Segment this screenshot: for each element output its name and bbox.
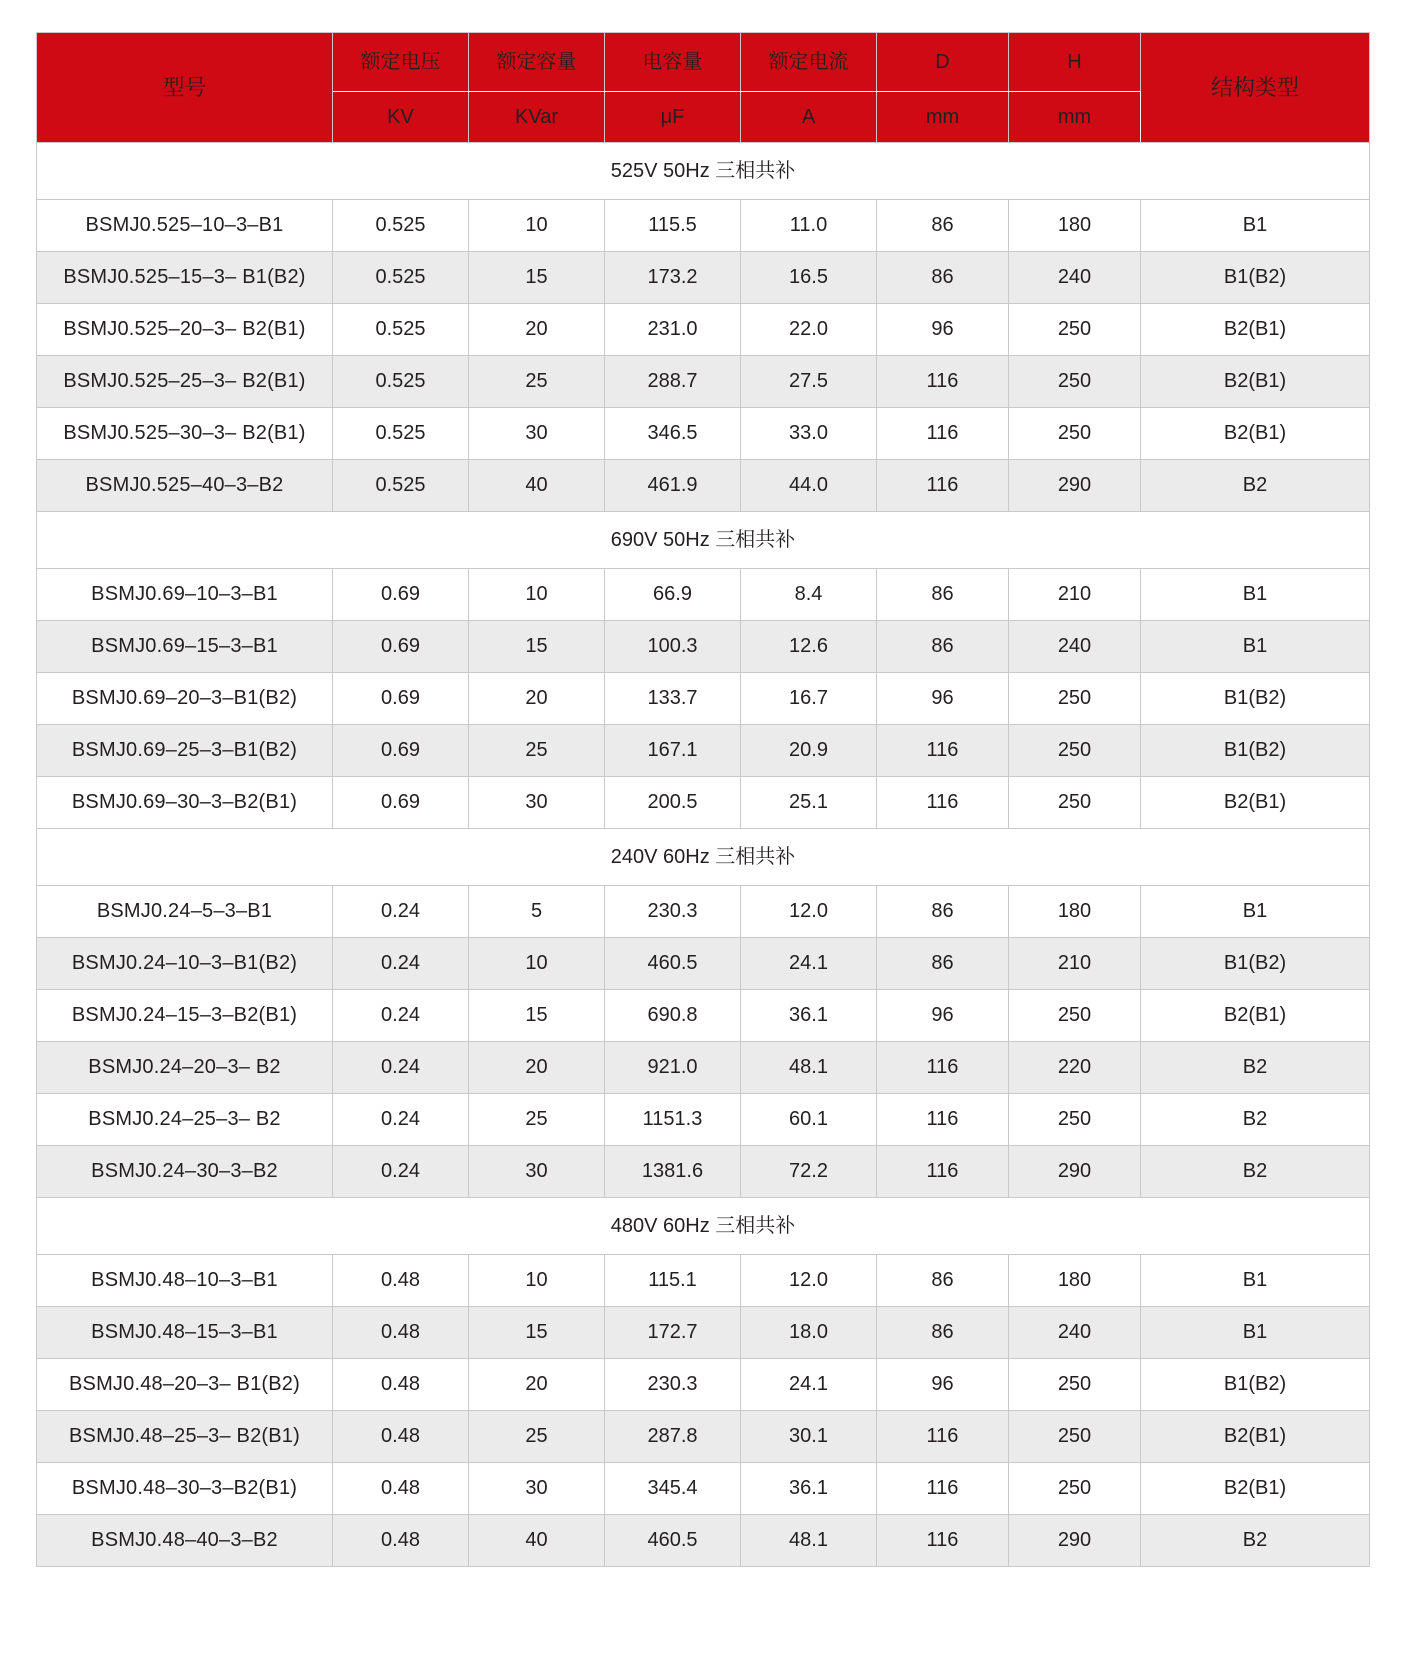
header-unit-uf: μF [605, 92, 741, 143]
cell-d: 86 [877, 1307, 1009, 1359]
cell-kv: 0.24 [333, 1146, 469, 1198]
cell-model: BSMJ0.48–25–3– B2(B1) [37, 1411, 333, 1463]
cell-model: BSMJ0.69–20–3–B1(B2) [37, 673, 333, 725]
cell-structure: B2 [1141, 1515, 1370, 1567]
cell-structure: B1(B2) [1141, 1359, 1370, 1411]
cell-a: 20.9 [741, 725, 877, 777]
cell-model: BSMJ0.48–15–3–B1 [37, 1307, 333, 1359]
cell-a: 60.1 [741, 1094, 877, 1146]
cell-kv: 0.525 [333, 252, 469, 304]
cell-d: 86 [877, 252, 1009, 304]
table-row [37, 1307, 1370, 1359]
cell-kvar: 10 [469, 1255, 605, 1307]
cell-uf: 690.8 [605, 990, 741, 1042]
cell-uf: 1381.6 [605, 1146, 741, 1198]
cell-kvar: 10 [469, 569, 605, 621]
cell-h: 180 [1009, 886, 1141, 938]
cell-kv: 0.525 [333, 460, 469, 512]
header-unit-a: A [741, 92, 877, 143]
cell-kvar: 20 [469, 1042, 605, 1094]
cell-kvar: 25 [469, 725, 605, 777]
cell-d: 86 [877, 1255, 1009, 1307]
header-model: 型号 [37, 33, 333, 143]
cell-h: 250 [1009, 990, 1141, 1042]
table-row [37, 569, 1370, 621]
cell-kvar: 30 [469, 777, 605, 829]
cell-a: 8.4 [741, 569, 877, 621]
header-row-titles [37, 33, 1370, 92]
cell-structure: B2 [1141, 460, 1370, 512]
cell-uf: 230.3 [605, 1359, 741, 1411]
table-row [37, 1463, 1370, 1515]
cell-kv: 0.48 [333, 1463, 469, 1515]
cell-model: BSMJ0.69–30–3–B2(B1) [37, 777, 333, 829]
cell-d: 86 [877, 569, 1009, 621]
cell-model: BSMJ0.525–25–3– B2(B1) [37, 356, 333, 408]
cell-uf: 231.0 [605, 304, 741, 356]
group-title: 480V 60Hz 三相共补 [37, 1198, 1370, 1255]
cell-model: BSMJ0.24–20–3– B2 [37, 1042, 333, 1094]
cell-h: 250 [1009, 1463, 1141, 1515]
cell-a: 72.2 [741, 1146, 877, 1198]
cell-d: 116 [877, 1146, 1009, 1198]
header-capacitance: 电容量 [605, 33, 741, 92]
cell-model: BSMJ0.525–10–3–B1 [37, 200, 333, 252]
cell-kvar: 25 [469, 356, 605, 408]
cell-kv: 0.48 [333, 1411, 469, 1463]
cell-kv: 0.69 [333, 621, 469, 673]
table-row [37, 990, 1370, 1042]
cell-structure: B2(B1) [1141, 304, 1370, 356]
header-height: H [1009, 33, 1141, 92]
cell-h: 210 [1009, 938, 1141, 990]
header-rated-capacity: 额定容量 [469, 33, 605, 92]
cell-a: 12.6 [741, 621, 877, 673]
cell-uf: 921.0 [605, 1042, 741, 1094]
cell-structure: B1(B2) [1141, 725, 1370, 777]
cell-uf: 173.2 [605, 252, 741, 304]
cell-a: 27.5 [741, 356, 877, 408]
header-rated-voltage: 额定电压 [333, 33, 469, 92]
cell-h: 240 [1009, 621, 1141, 673]
cell-uf: 167.1 [605, 725, 741, 777]
table-row [37, 460, 1370, 512]
cell-structure: B2 [1141, 1146, 1370, 1198]
cell-d: 116 [877, 1411, 1009, 1463]
cell-model: BSMJ0.24–15–3–B2(B1) [37, 990, 333, 1042]
cell-kvar: 20 [469, 1359, 605, 1411]
cell-a: 16.7 [741, 673, 877, 725]
cell-h: 220 [1009, 1042, 1141, 1094]
cell-uf: 115.5 [605, 200, 741, 252]
cell-uf: 460.5 [605, 938, 741, 990]
cell-uf: 288.7 [605, 356, 741, 408]
group-header-row [37, 1198, 1370, 1255]
cell-structure: B1 [1141, 569, 1370, 621]
cell-d: 96 [877, 673, 1009, 725]
group-title: 690V 50Hz 三相共补 [37, 512, 1370, 569]
cell-kv: 0.48 [333, 1255, 469, 1307]
cell-h: 250 [1009, 1094, 1141, 1146]
cell-kvar: 15 [469, 252, 605, 304]
cell-kvar: 20 [469, 304, 605, 356]
table-row [37, 886, 1370, 938]
cell-d: 116 [877, 725, 1009, 777]
table-row [37, 1255, 1370, 1307]
cell-structure: B2 [1141, 1094, 1370, 1146]
cell-d: 86 [877, 886, 1009, 938]
cell-a: 48.1 [741, 1042, 877, 1094]
cell-kvar: 15 [469, 990, 605, 1042]
cell-uf: 461.9 [605, 460, 741, 512]
cell-d: 86 [877, 200, 1009, 252]
cell-kv: 0.69 [333, 725, 469, 777]
cell-d: 116 [877, 1463, 1009, 1515]
cell-uf: 100.3 [605, 621, 741, 673]
cell-model: BSMJ0.24–30–3–B2 [37, 1146, 333, 1198]
cell-a: 22.0 [741, 304, 877, 356]
table-row [37, 1146, 1370, 1198]
cell-uf: 133.7 [605, 673, 741, 725]
cell-h: 250 [1009, 1359, 1141, 1411]
cell-a: 12.0 [741, 1255, 877, 1307]
cell-a: 12.0 [741, 886, 877, 938]
cell-model: BSMJ0.525–40–3–B2 [37, 460, 333, 512]
cell-kv: 0.24 [333, 1094, 469, 1146]
cell-kv: 0.525 [333, 304, 469, 356]
cell-d: 116 [877, 408, 1009, 460]
cell-uf: 172.7 [605, 1307, 741, 1359]
cell-uf: 1151.3 [605, 1094, 741, 1146]
cell-h: 250 [1009, 777, 1141, 829]
cell-structure: B1 [1141, 200, 1370, 252]
cell-model: BSMJ0.69–25–3–B1(B2) [37, 725, 333, 777]
cell-kv: 0.69 [333, 569, 469, 621]
cell-kvar: 10 [469, 938, 605, 990]
cell-h: 240 [1009, 1307, 1141, 1359]
cell-h: 250 [1009, 408, 1141, 460]
cell-structure: B2(B1) [1141, 356, 1370, 408]
cell-d: 116 [877, 356, 1009, 408]
cell-structure: B1(B2) [1141, 673, 1370, 725]
cell-h: 210 [1009, 569, 1141, 621]
cell-h: 290 [1009, 1515, 1141, 1567]
cell-h: 250 [1009, 673, 1141, 725]
cell-kvar: 15 [469, 621, 605, 673]
group-header-row [37, 829, 1370, 886]
cell-d: 116 [877, 1515, 1009, 1567]
cell-d: 96 [877, 304, 1009, 356]
table-row [37, 200, 1370, 252]
cell-kvar: 15 [469, 1307, 605, 1359]
cell-h: 250 [1009, 725, 1141, 777]
cell-a: 33.0 [741, 408, 877, 460]
cell-kvar: 40 [469, 460, 605, 512]
cell-uf: 66.9 [605, 569, 741, 621]
cell-kv: 0.24 [333, 938, 469, 990]
cell-h: 250 [1009, 1411, 1141, 1463]
cell-kvar: 10 [469, 200, 605, 252]
cell-uf: 345.4 [605, 1463, 741, 1515]
cell-uf: 346.5 [605, 408, 741, 460]
cell-model: BSMJ0.24–10–3–B1(B2) [37, 938, 333, 990]
cell-structure: B2 [1141, 1042, 1370, 1094]
cell-kvar: 20 [469, 673, 605, 725]
cell-a: 16.5 [741, 252, 877, 304]
table-row [37, 252, 1370, 304]
header-unit-d-mm: mm [877, 92, 1009, 143]
cell-h: 290 [1009, 1146, 1141, 1198]
header-structure-type: 结构类型 [1141, 33, 1370, 143]
cell-model: BSMJ0.48–20–3– B1(B2) [37, 1359, 333, 1411]
cell-model: BSMJ0.69–10–3–B1 [37, 569, 333, 621]
header-unit-kvar: KVar [469, 92, 605, 143]
cell-uf: 287.8 [605, 1411, 741, 1463]
cell-kv: 0.525 [333, 356, 469, 408]
cell-kv: 0.48 [333, 1359, 469, 1411]
cell-a: 36.1 [741, 990, 877, 1042]
cell-a: 24.1 [741, 1359, 877, 1411]
table-row [37, 621, 1370, 673]
capacitor-spec-table [36, 32, 1370, 1567]
table-header [37, 33, 1370, 143]
cell-kv: 0.525 [333, 408, 469, 460]
cell-d: 86 [877, 621, 1009, 673]
cell-model: BSMJ0.525–30–3– B2(B1) [37, 408, 333, 460]
table-row [37, 408, 1370, 460]
cell-structure: B1(B2) [1141, 252, 1370, 304]
cell-structure: B1 [1141, 1255, 1370, 1307]
cell-h: 240 [1009, 252, 1141, 304]
cell-kvar: 40 [469, 1515, 605, 1567]
cell-kvar: 30 [469, 1463, 605, 1515]
cell-uf: 200.5 [605, 777, 741, 829]
cell-model: BSMJ0.525–20–3– B2(B1) [37, 304, 333, 356]
cell-structure: B2(B1) [1141, 408, 1370, 460]
cell-model: BSMJ0.48–30–3–B2(B1) [37, 1463, 333, 1515]
cell-a: 24.1 [741, 938, 877, 990]
cell-kvar: 25 [469, 1094, 605, 1146]
header-unit-kv: KV [333, 92, 469, 143]
cell-a: 48.1 [741, 1515, 877, 1567]
cell-h: 180 [1009, 1255, 1141, 1307]
group-header-row [37, 143, 1370, 200]
cell-structure: B2(B1) [1141, 1411, 1370, 1463]
cell-structure: B1 [1141, 1307, 1370, 1359]
cell-d: 116 [877, 777, 1009, 829]
cell-h: 250 [1009, 304, 1141, 356]
table-row [37, 1094, 1370, 1146]
table-row [37, 1359, 1370, 1411]
cell-uf: 460.5 [605, 1515, 741, 1567]
cell-a: 44.0 [741, 460, 877, 512]
group-header-row [37, 512, 1370, 569]
table-row [37, 673, 1370, 725]
table-row [37, 1515, 1370, 1567]
cell-structure: B1 [1141, 886, 1370, 938]
cell-d: 116 [877, 1094, 1009, 1146]
table-row [37, 356, 1370, 408]
cell-kvar: 25 [469, 1411, 605, 1463]
cell-d: 96 [877, 1359, 1009, 1411]
cell-h: 180 [1009, 200, 1141, 252]
cell-kv: 0.24 [333, 886, 469, 938]
table-row [37, 725, 1370, 777]
table-row [37, 938, 1370, 990]
cell-kv: 0.48 [333, 1515, 469, 1567]
table-body [37, 143, 1370, 1567]
cell-kvar: 30 [469, 408, 605, 460]
cell-structure: B2(B1) [1141, 990, 1370, 1042]
cell-d: 96 [877, 990, 1009, 1042]
cell-kvar: 30 [469, 1146, 605, 1198]
table-row [37, 304, 1370, 356]
cell-kv: 0.24 [333, 990, 469, 1042]
cell-structure: B1(B2) [1141, 938, 1370, 990]
cell-d: 86 [877, 938, 1009, 990]
group-title: 240V 60Hz 三相共补 [37, 829, 1370, 886]
cell-uf: 115.1 [605, 1255, 741, 1307]
cell-model: BSMJ0.48–40–3–B2 [37, 1515, 333, 1567]
cell-kv: 0.48 [333, 1307, 469, 1359]
cell-a: 18.0 [741, 1307, 877, 1359]
cell-structure: B2(B1) [1141, 1463, 1370, 1515]
cell-kvar: 5 [469, 886, 605, 938]
cell-model: BSMJ0.525–15–3– B1(B2) [37, 252, 333, 304]
cell-a: 30.1 [741, 1411, 877, 1463]
cell-structure: B1 [1141, 621, 1370, 673]
cell-a: 36.1 [741, 1463, 877, 1515]
header-unit-h-mm: mm [1009, 92, 1141, 143]
cell-h: 290 [1009, 460, 1141, 512]
table-row [37, 1042, 1370, 1094]
cell-model: BSMJ0.24–5–3–B1 [37, 886, 333, 938]
cell-h: 250 [1009, 356, 1141, 408]
cell-d: 116 [877, 1042, 1009, 1094]
table-row [37, 1411, 1370, 1463]
cell-structure: B2(B1) [1141, 777, 1370, 829]
cell-model: BSMJ0.48–10–3–B1 [37, 1255, 333, 1307]
cell-a: 25.1 [741, 777, 877, 829]
cell-kv: 0.69 [333, 777, 469, 829]
group-title: 525V 50Hz 三相共补 [37, 143, 1370, 200]
cell-d: 116 [877, 460, 1009, 512]
cell-uf: 230.3 [605, 886, 741, 938]
table-row [37, 777, 1370, 829]
header-diameter: D [877, 33, 1009, 92]
cell-model: BSMJ0.24–25–3– B2 [37, 1094, 333, 1146]
cell-a: 11.0 [741, 200, 877, 252]
cell-kv: 0.69 [333, 673, 469, 725]
header-rated-current: 额定电流 [741, 33, 877, 92]
cell-model: BSMJ0.69–15–3–B1 [37, 621, 333, 673]
cell-kv: 0.24 [333, 1042, 469, 1094]
cell-kv: 0.525 [333, 200, 469, 252]
